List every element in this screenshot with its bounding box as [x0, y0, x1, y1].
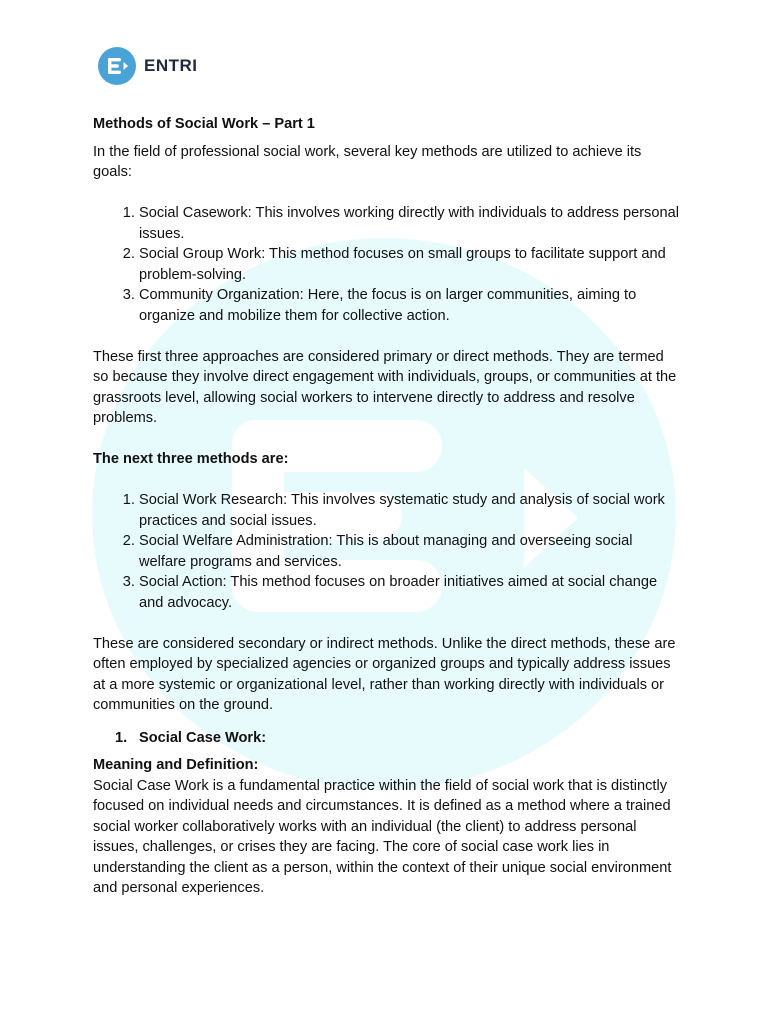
brand-name: ENTRI	[144, 56, 198, 75]
primary-summary-paragraph: These first three approaches are considered primary or direct methods. They are termed so because they involve direct engagement with individuals, groups, or communities at the grassroots level, allowing social workers to intervene directly to address and resolve problems.	[93, 348, 677, 426]
page-title: Methods of Social Work – Part 1	[93, 116, 315, 132]
document-body	[93, 114, 683, 899]
section-body-paragraph: Social Case Work is a fundamental practice within the field of social work that is distinctly focused on individual needs and circumstances. It is defined as a method where a trained social worker collaboratively works with an individual (the client) to address personal issues, challenges, or crises they are facing. The core of social case work lies in understanding the client as a person, within the context of their unique social environment and personal experiences.	[93, 777, 672, 896]
next-methods-heading: The next three methods are:	[93, 451, 289, 467]
section-heading	[93, 728, 683, 749]
list-item: 1. Social Casework: This involves working directly with individuals to address personal issues.	[139, 203, 683, 244]
entri-logo[interactable]	[98, 47, 198, 85]
section-number: 1.	[115, 729, 128, 746]
list-item: 3. Social Action: This method focuses on broader initiatives aimed at social change and advocacy.	[139, 572, 683, 613]
list-item: 2. Social Welfare Administration: This is about managing and overseeing social welfare programs and services.	[139, 531, 683, 572]
secondary-methods-list	[93, 490, 683, 613]
list-item: 1. Social Work Research: This involves systematic study and analysis of social work practices and social issues.	[139, 490, 683, 531]
section-subheading: Meaning and Definition:	[93, 757, 259, 773]
list-item: 3. Community Organization: Here, the focus is on larger communities, aiming to organize and mobilize them for collective action.	[139, 285, 683, 326]
list-item: 2. Social Group Work: This method focuses on small groups to facilitate support and problem-solving.	[139, 244, 683, 285]
entri-logo-icon	[98, 47, 136, 85]
secondary-summary-paragraph: These are considered secondary or indirect methods. Unlike the direct methods, these are often employed by specialized agencies or organized groups and typically address issues at a more systemic or organizational level, rather than working directly with individuals or communities on the ground.	[93, 635, 676, 713]
primary-methods-list	[93, 203, 683, 326]
intro-paragraph: In the field of professional social work, several key methods are utilized to achieve its goals:	[93, 143, 642, 180]
section-title: Social Case Work:	[139, 729, 267, 746]
